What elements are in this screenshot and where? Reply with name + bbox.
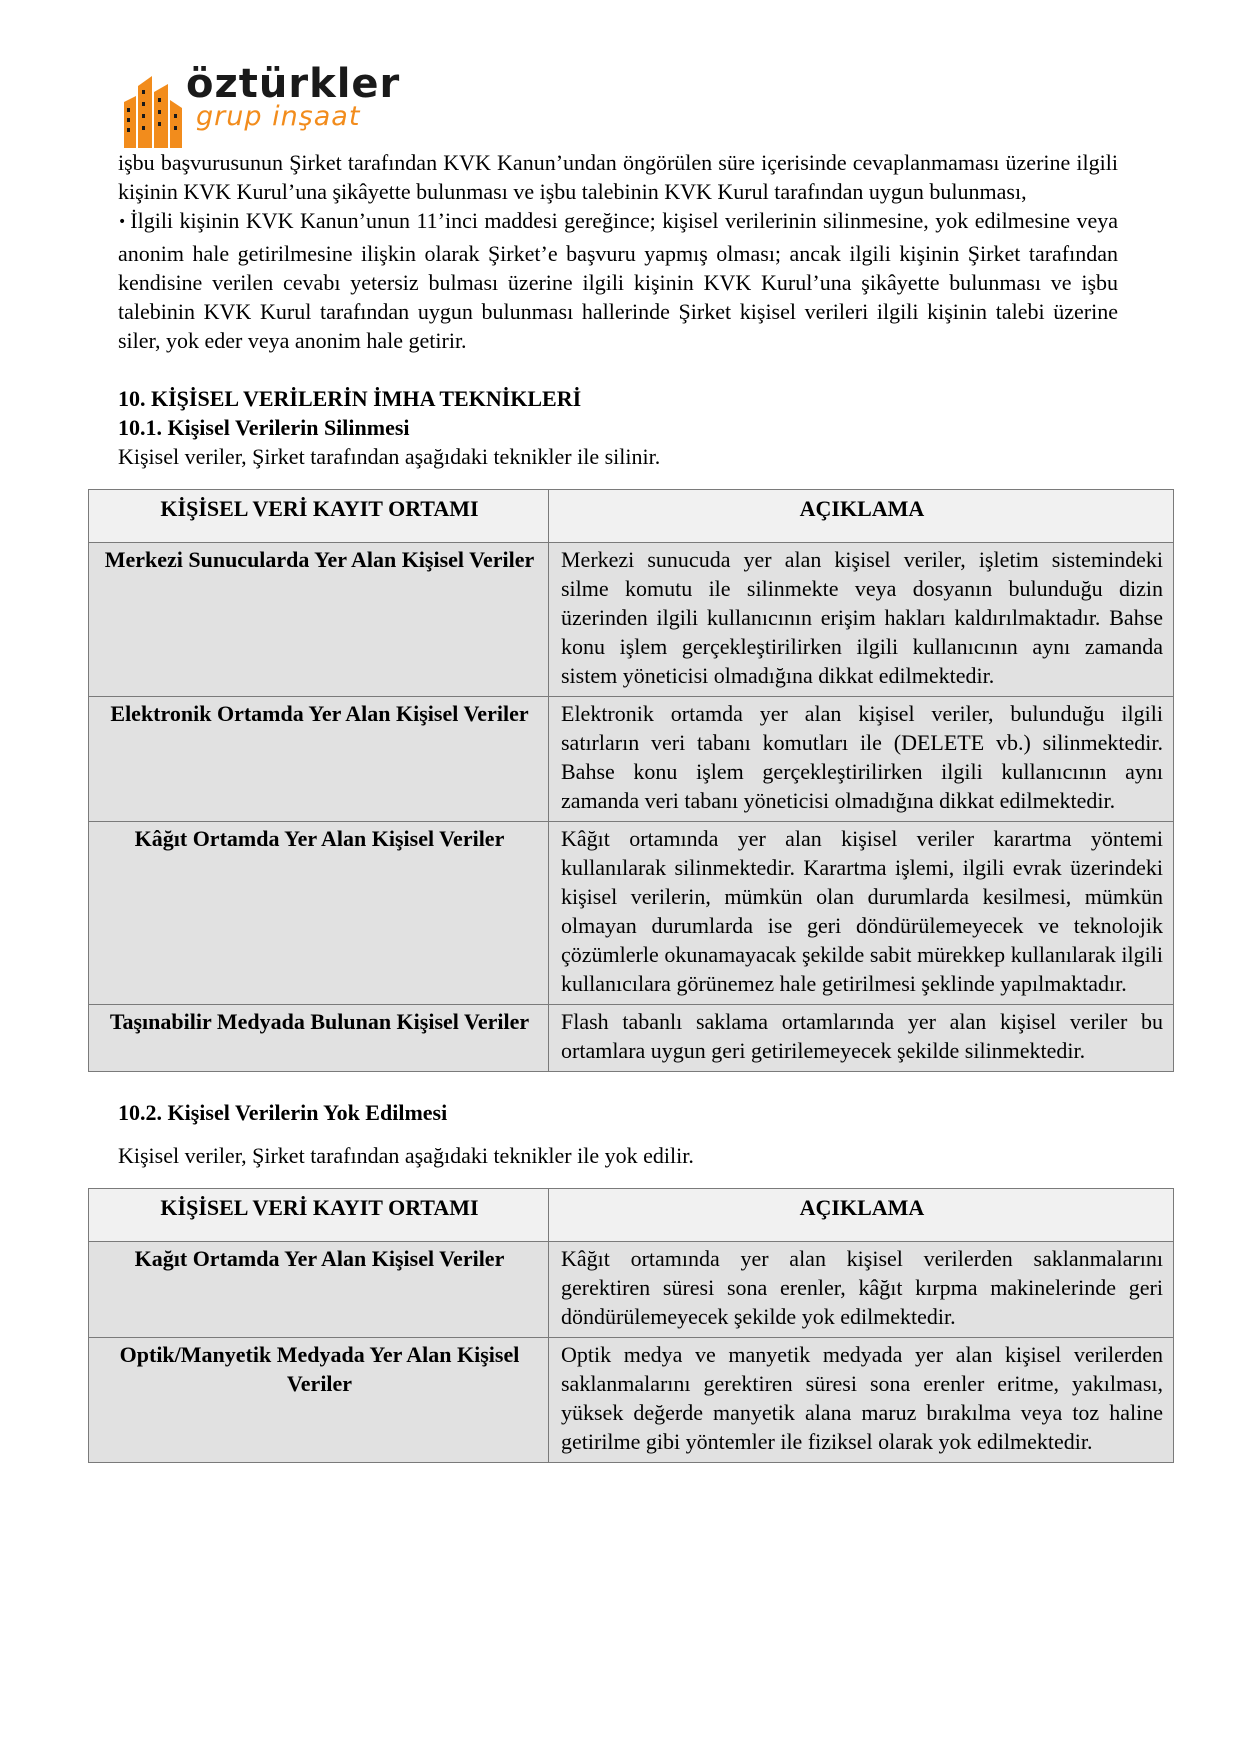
table-cell-description: Kâğıt ortamında yer alan kişisel verilerden saklanmalarını gerektiren süresi sona erenler, kâğıt kırpma makinelerinde geri döndürülemeyecek şekilde yok edilmektedir. (549, 1242, 1174, 1338)
logo-wordmark: öztürkler (186, 61, 401, 107)
table-cell-description: Elektronik ortamda yer alan kişisel veriler, bulunduğu ilgili satırların veri tabanı komutları ile (DELETE vb.) silinmektedir. Bahse konu işlem gerçekleştirilirken ilgili kullanıcının aynı zamanda veri tabanı yöneticisi olmadığına dikkat edilmektedir. (549, 697, 1174, 822)
company-logo (122, 62, 422, 152)
destruction-table (88, 1188, 1174, 1463)
table-row (89, 1005, 1174, 1072)
table-cell-medium: Merkezi Sunucularda Yer Alan Kişisel Veriler (89, 543, 549, 697)
table-cell-medium: Kâğıt Ortamda Yer Alan Kişisel Veriler (89, 822, 549, 1005)
table-row (89, 543, 1174, 697)
deletion-table (88, 489, 1174, 1072)
table-row (89, 822, 1174, 1005)
table-row (89, 1338, 1174, 1463)
destruction-description: Kişisel veriler, Şirket tarafından aşağıdaki teknikler ile yok edilir. (118, 1143, 694, 1168)
table-header-row (89, 1189, 1174, 1242)
table-header-row (89, 490, 1174, 543)
table-cell-description: Kâğıt ortamında yer alan kişisel veriler karartma yöntemi kullanılarak silinmektedir. Karartma işlemi, ilgili evrak üzerindeki kişisel verilerin, mümkün olan durumlarda kesilmesi, mümkün olmayan durumlarda ise geri döndürülemeyecek ve teknolojik çözümlerle okunamayacak şekilde sabit mürekkep kullanılarak ilgili kullanıcılara görünemez hale getirilmesi şeklinde yapılmaktadır. (549, 822, 1174, 1005)
table-row (89, 1242, 1174, 1338)
deletion-description: Kişisel veriler, Şirket tarafından aşağıdaki teknikler ile silinir. (118, 444, 661, 469)
bullet-paragraph (118, 206, 1118, 355)
subsection-heading-destruction: 10.2. Kişisel Verilerin Yok Edilmesi (118, 1100, 448, 1125)
subsection-heading-deletion: 10.1. Kişisel Verilerin Silinmesi (118, 415, 410, 440)
section-heading: 10. KİŞİSEL VERİLERİN İMHA TEKNİKLERİ (118, 386, 582, 411)
table-cell-medium: Kağıt Ortamda Yer Alan Kişisel Veriler (89, 1242, 549, 1338)
document-body (104, 148, 1163, 1463)
table-cell-medium: Optik/Manyetik Medyada Yer Alan Kişisel Veriler (89, 1338, 549, 1463)
buildings-logo-icon (122, 72, 184, 148)
bullet-text: İlgili kişinin KVK Kanun’unun 11’inci maddesi gereğince; kişisel verilerinin silinmesine, yok edilmesine veya anonim hale getirilmesine ilişkin olarak Şirket’e başvuru yapmış olması; ancak ilgili kişinin Şirket tarafından kendisine verilen cevabı yetersiz bulması üzerine ilgili kişinin KVK Kurul’una şikâyette bulunması ve işbu talebinin KVK Kurul tarafından uygun bulunması hallerinde Şirket kişisel verileri ilgili kişinin talebi üzerine siler, yok eder veya anonim hale getirir. (118, 208, 1118, 353)
table-cell-description: Flash tabanlı saklama ortamlarında yer alan kişisel veriler bu ortamlara uygun geri getirilemeyecek şekilde silinmektedir. (549, 1005, 1174, 1072)
column-header-medium: KİŞİSEL VERİ KAYIT ORTAMI (89, 1189, 549, 1242)
table-cell-description: Merkezi sunucuda yer alan kişisel veriler, işletim sistemindeki silme komutu ile silinmekte veya dosyanın bulunduğu dizin üzerinden ilgili kullanıcının erişim hakları kaldırılmaktadır. Bahse konu işlem gerçekleştirilirken ilgili kullanıcının aynı zamanda sistem yöneticisi olmadığına dikkat edilmektedir. (549, 543, 1174, 697)
table-row (89, 697, 1174, 822)
intro-paragraph: işbu başvurusunun Şirket tarafından KVK Kanun’undan öngörülen süre içerisinde cevaplanmaması üzerine ilgili kişinin KVK Kurul’una şikâyette bulunması ve işbu talebinin KVK Kurul tarafından uygun bulunması, (118, 150, 1118, 204)
column-header-medium: KİŞİSEL VERİ KAYIT ORTAMI (89, 490, 549, 543)
bullet-icon: • (118, 214, 127, 230)
table-cell-description: Optik medya ve manyetik medyada yer alan kişisel verilerden saklanmalarını gerektiren süresi sona erenler eritme, yakılması, yüksek değerde manyetik alana maruz bırakılma veya toz haline getirilme gibi yöntemler ile fiziksel olarak yok edilmektedir. (549, 1338, 1174, 1463)
logo-tagline: grup inşaat (196, 101, 361, 132)
column-header-description: AÇIKLAMA (549, 1189, 1174, 1242)
table-cell-medium: Elektronik Ortamda Yer Alan Kişisel Veriler (89, 697, 549, 822)
column-header-description: AÇIKLAMA (549, 490, 1174, 543)
table-cell-medium: Taşınabilir Medyada Bulunan Kişisel Veriler (89, 1005, 549, 1072)
